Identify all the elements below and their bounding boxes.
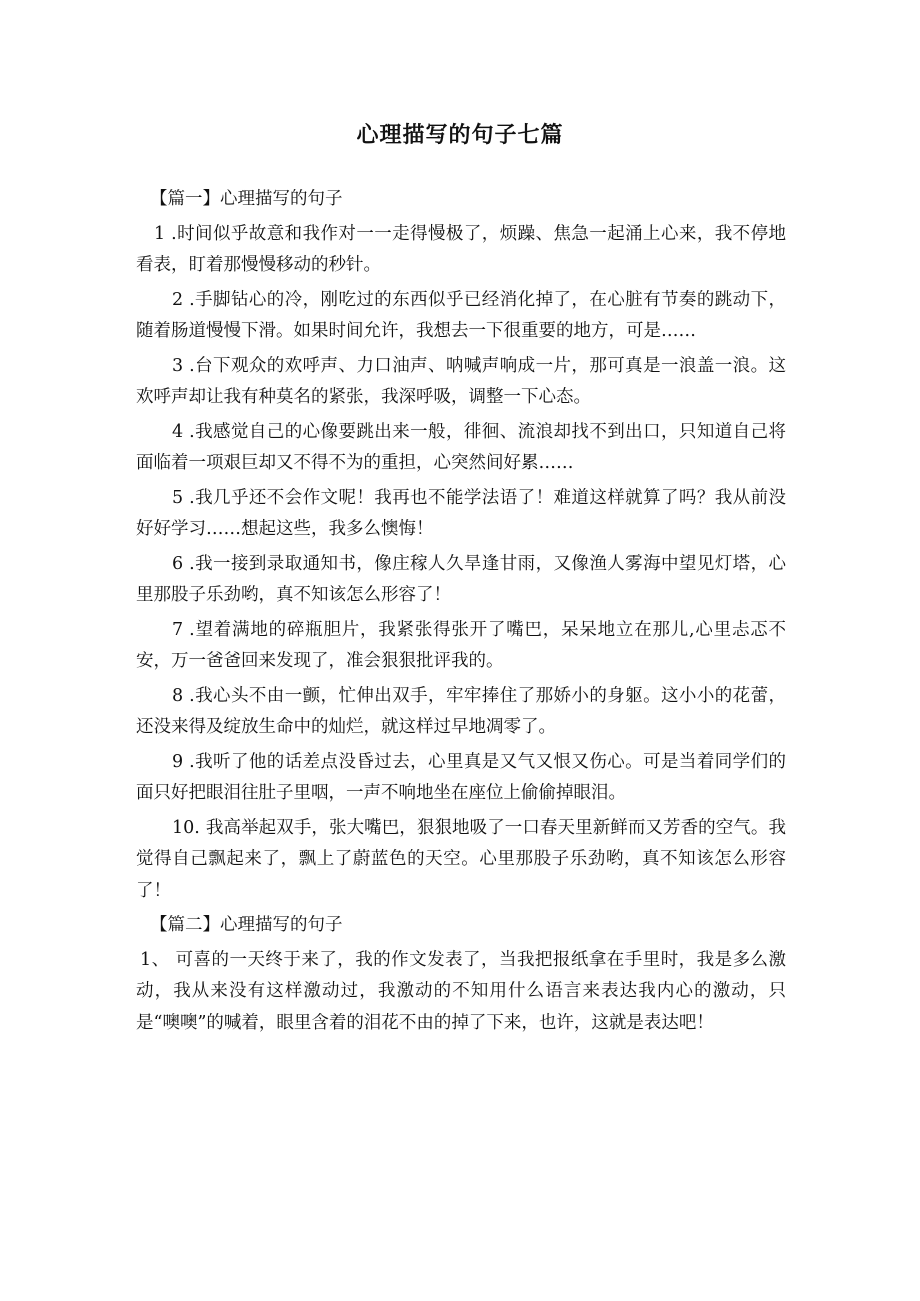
list-item bbox=[136, 615, 786, 678]
section-heading-1: 【篇一】心理描写的句子 bbox=[150, 189, 343, 209]
item-text: .我感觉自己的心像要跳出来一般，徘徊、流浪却找不到出口，只知道自己将面临着一项艰巨却又不得不为的重担，心突然间好累…… bbox=[136, 421, 786, 473]
item-number: 1、 bbox=[140, 949, 170, 970]
item-text: .我心头不由一颤，忙伸出双手，牢牢捧住了那娇小的身躯。这小小的花蕾，还没来得及绽放生命中的灿烂，就这样过早地凋零了。 bbox=[136, 685, 786, 737]
list-item bbox=[136, 219, 786, 282]
item-text: 我高举起双手，张大嘴巴，狠狠地吸了一口春天里新鲜而又芳香的空气。我觉得自己飘起来了，飘上了蔚蓝色的天空。心里那股子乐劲哟，真不知该怎么形容了！ bbox=[136, 817, 786, 901]
item-number: 9 bbox=[172, 751, 184, 772]
item-number: 4 bbox=[172, 421, 184, 442]
item-text: .我听了他的话差点没昏过去，心里真是又气又恨又伤心。可是当着同学们的面只好把眼泪往肚子里咽，一声不响地坐在座位上偷偷掉眼泪。 bbox=[136, 751, 786, 803]
item-text: .望着满地的碎瓶胆片，我紧张得张开了嘴巴，呆呆地立在那儿,心里忐忑不安，万一爸爸回来发现了，准会狠狠批评我的。 bbox=[136, 619, 786, 671]
item-text: .台下观众的欢呼声、力口油声、呐喊声响成一片，那可真是一浪盖一浪。这欢呼声却让我有种莫名的紧张，我深呼吸，调整一下心态。 bbox=[136, 355, 786, 407]
item-number: 6 bbox=[172, 553, 184, 574]
section-heading-2: 【篇二】心理描写的句子 bbox=[150, 915, 343, 935]
list-item bbox=[136, 681, 786, 744]
item-number: 5 bbox=[172, 487, 184, 508]
item-number: 2 bbox=[172, 289, 184, 310]
list-item bbox=[136, 351, 786, 414]
item-text: .时间似乎故意和我作对一一走得慢极了，烦躁、焦急一起涌上心来，我不停地看表，盯着那慢慢移动的秒针。 bbox=[136, 223, 786, 275]
document-title: 心理描写的句子七篇 bbox=[356, 122, 564, 148]
list-item bbox=[136, 285, 786, 348]
item-text: .我几乎还不会作文呢！我再也不能学法语了！难道这样就算了吗？我从前没好好学习……想起这些，我多么懊悔！ bbox=[136, 487, 786, 539]
item-text: 可喜的一天终于来了，我的作文发表了，当我把报纸拿在手里时，我是多么激动，我从来没有这样激动过，我激动的不知用什么语言来表达我内心的激动，只是“噢噢”的喊着，眼里含着的泪花不由的掉了下来，也许，这就是表达吧！ bbox=[136, 949, 787, 1033]
item-text: .我一接到录取通知书，像庄稼人久旱逢甘雨，又像渔人雾海中望见灯塔，心里那股子乐劲哟，真不知该怎么形容了！ bbox=[136, 553, 786, 605]
list-item bbox=[136, 549, 786, 612]
document-body bbox=[136, 184, 786, 1042]
item-number: 1 bbox=[154, 223, 166, 244]
item-number: 10. bbox=[172, 817, 200, 838]
item-number: 7 bbox=[172, 619, 184, 640]
list-item bbox=[136, 747, 786, 810]
item-number: 8 bbox=[172, 685, 184, 706]
list-item bbox=[136, 945, 786, 1040]
item-text: .手脚钻心的冷，刚吃过的东西似乎已经消化掉了，在心脏有节奏的跳动下，随着肠道慢慢下滑。如果时间允许，我想去一下很重要的地方，可是…… bbox=[136, 289, 786, 341]
item-number: 3 bbox=[172, 355, 184, 376]
list-item bbox=[136, 483, 786, 546]
list-item bbox=[136, 417, 786, 480]
list-item bbox=[136, 813, 786, 908]
